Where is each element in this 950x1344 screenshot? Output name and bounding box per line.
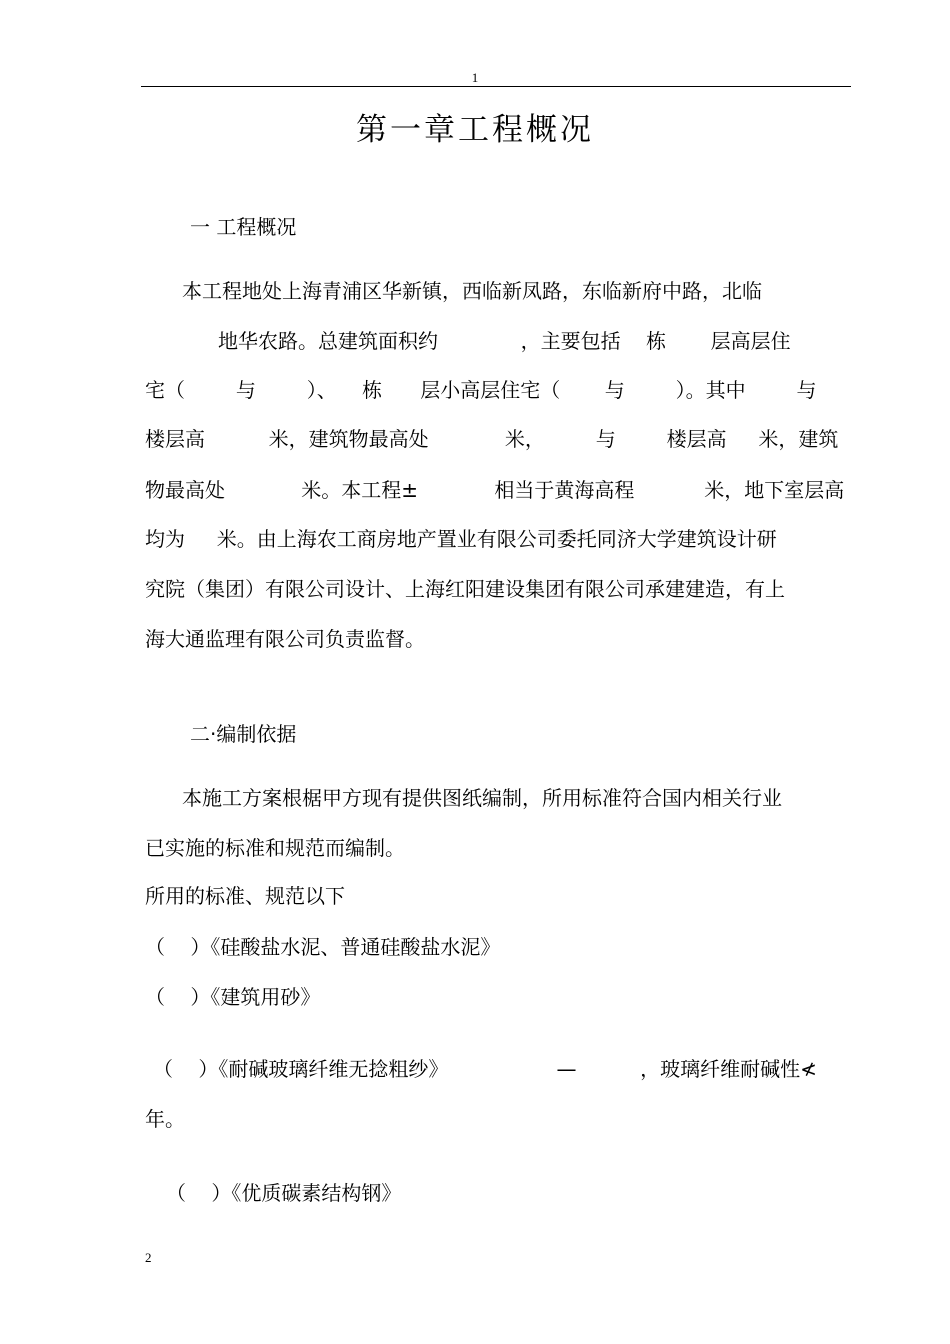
paragraph-line: 已实施的标准和规范而编制。 — [145, 836, 405, 860]
standard-item: （ ）《建筑用砂》 — [145, 985, 321, 1009]
paragraph-line: 海大通监理有限公司负责监督。 — [145, 627, 425, 651]
section-heading-basis: 二·编制依据 — [190, 722, 297, 746]
paragraph-line: 地华农路。总建筑面积约 ，主要包括 栋 层高层住 — [218, 329, 791, 353]
footer-page-number: 2 — [145, 1250, 152, 1265]
standard-item: （ ）《耐碱玻璃纤维无捻粗纱》 — ，玻璃纤维耐碱性≮ — [153, 1057, 817, 1081]
paragraph-line: 本工程地处上海青浦区华新镇，西临新凤路，东临新府中路，北临 — [182, 279, 762, 303]
paragraph-line: 楼层高 米，建筑物最高处 米， 与 楼层高 米，建筑 — [145, 427, 839, 451]
chapter-title: 第一章工程概况 — [356, 112, 594, 148]
paragraph-line: 物最高处 米。本工程± 相当于黄海高程 米，地下室层高 — [145, 478, 845, 502]
standard-item: （ ）《硅酸盐水泥、普通硅酸盐水泥》 — [145, 935, 501, 959]
paragraph-line: 所用的标准、规范以下 — [145, 884, 345, 908]
paragraph-line: 本施工方案根椐甲方现有提供图纸编制，所用标准符合国内相关行业 — [182, 786, 782, 810]
paragraph-line: 均为 米。由上海农工商房地产置业有限公司委托同济大学建筑设计研 — [145, 527, 777, 551]
section-heading-overview: 一 工程概况 — [190, 215, 297, 239]
paragraph-line: 究院（集团）有限公司设计、上海红阳建设集团有限公司承建建造，有上 — [145, 577, 785, 601]
header-rule — [141, 86, 851, 87]
standard-item-continued: 年。 — [145, 1107, 185, 1131]
header-page-number: 1 — [471, 70, 479, 85]
standard-item: （ ）《优质碳素结构钢》 — [166, 1181, 402, 1205]
paragraph-line: 宅（ 与 ）、 栋 层小高层住宅（ 与 ）。其中 与 — [145, 378, 817, 402]
